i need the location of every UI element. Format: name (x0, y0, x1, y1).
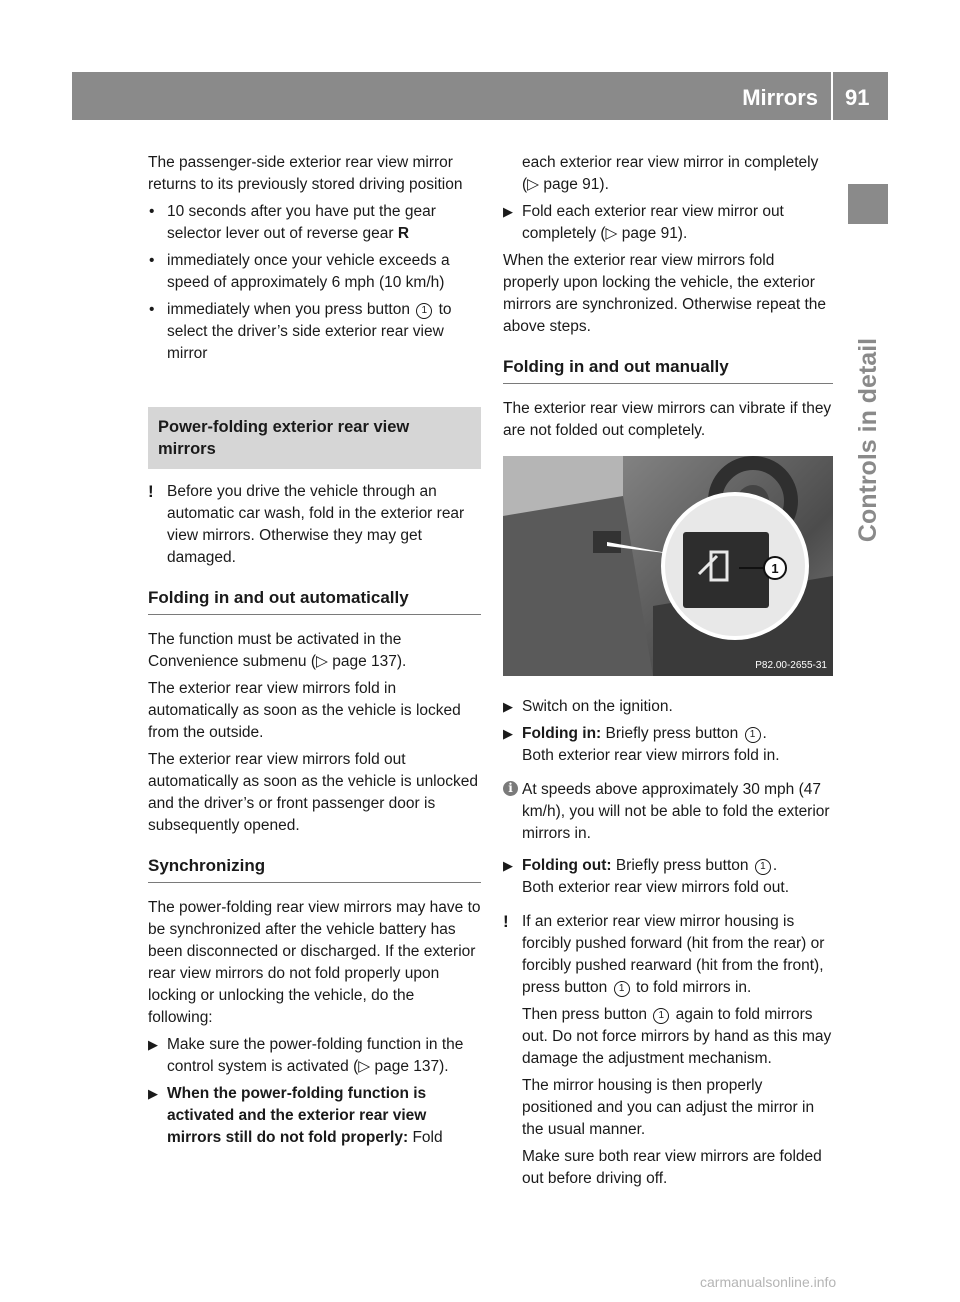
heading-auto: Folding in and out automatically (148, 587, 481, 615)
intro-paragraph: The passenger-side exterior rear view mirror returns to its previously stored driving position (148, 154, 463, 193)
list-item: • 10 seconds after you have put the gear selector lever out of reverse gear R (149, 203, 436, 242)
warning-note: ! Before you drive the vehicle through an automatic car wash, fold in the exterior rear view mirrors. Otherwise they may get damaged. (148, 482, 465, 566)
paragraph: The exterior rear view mirrors fold in automatically as soon as the vehicle is locked from the outside. (148, 680, 461, 741)
header-divider (831, 72, 833, 120)
bullet-icon: • (149, 301, 155, 318)
step-arrow-icon: ▶ (148, 1037, 158, 1052)
list-item: • immediately once your vehicle exceeds a speed of approximately 6 mph (10 km/h) (149, 252, 450, 291)
figure-illustration (503, 456, 833, 676)
left-column (148, 152, 481, 1154)
section-title: Power-folding exterior rear view mirrors (148, 407, 481, 469)
paragraph: The power-folding rear view mirrors may have to be synchronized after the vehicle battery has been disconnected or discharged. If the exterior rear view mirrors do not fold properly upon locking or unlocking the vehicle, do the following: (148, 899, 481, 1026)
header-title: Mirrors (742, 85, 818, 110)
page-number: 91 (845, 85, 870, 110)
callout-1-icon: 1 (416, 303, 432, 319)
callout-number: 1 (771, 561, 779, 576)
step-arrow-icon: ▶ (503, 726, 513, 741)
list-item: • immediately when you press button 1 to select the driver’s side exterior rear view mirror (149, 301, 452, 362)
step-arrow-icon: ▶ (503, 858, 513, 873)
callout-1-icon: 1 (653, 1008, 669, 1024)
step-item: ▶ Make sure the power-folding function in the control system is activated (▷ page 137). (148, 1036, 464, 1075)
paragraph: The exterior rear view mirrors fold out automatically as soon as the vehicle is unlocked and the driver’s or front passenger door is subsequently opened. (148, 751, 478, 834)
right-column (503, 152, 833, 1195)
door-switch-figure (503, 456, 833, 676)
warning-icon: ! (148, 482, 154, 501)
step-arrow-icon: ▶ (503, 699, 513, 714)
gear-letter: R (397, 225, 410, 242)
step-arrow-icon: ▶ (148, 1086, 158, 1101)
heading-sync: Synchronizing (148, 855, 481, 883)
step-arrow-icon: ▶ (503, 204, 513, 219)
side-tab-marker (848, 184, 888, 224)
warning-note: ! If an exterior rear view mirror housing is forcibly pushed forward (hit from the rear) or forcibly pushed rearward (hit from the front), press button 1 to fold mirrors in. Then press button 1 again to fold mirrors out. Do not force mirrors by hand as this may damage the adjustment mechanism. The mirror housing is then properly positioned and you can adjust the mirror in the usual manner. Make sure both rear view mirrors are folded out before driving off. (503, 912, 832, 1187)
info-note: i At speeds above approximately 30 mph (47 km/h), you will not be able to fold the exterior mirrors in. (503, 779, 833, 845)
bullet-icon: • (149, 252, 155, 269)
step-item: ▶ Folding in: Briefly press button 1 . Both exterior rear view mirrors fold in. (503, 725, 780, 764)
step-item: ▶ Switch on the ignition. (503, 696, 833, 718)
step-item: ▶ Fold each exterior rear view mirror out completely (▷ page 91). (503, 203, 784, 242)
footer-watermark: carmanualsonline.info (700, 1274, 837, 1290)
bullet-icon: • (149, 203, 155, 220)
callout-1-icon: 1 (745, 727, 761, 743)
heading-manual: Folding in and out manually (503, 356, 833, 384)
step-item: ▶ When the power-folding function is activated and the exterior rear view mirrors still do not fold properly: Fold (148, 1085, 443, 1146)
paragraph: When the exterior rear view mirrors fold properly upon locking the vehicle, the exterior mirrors are synchronized. Otherwise repeat the above steps. (503, 252, 827, 335)
paragraph: The function must be activated in the Convenience submenu (▷ page 137). (148, 631, 407, 670)
warning-icon: ! (503, 912, 509, 931)
callout-1-icon: 1 (614, 981, 630, 997)
figure-code: P82.00-2655-31 (755, 660, 827, 671)
info-icon: i (503, 781, 518, 796)
side-tab-label: Controls in detail (854, 337, 882, 543)
door-panel-shape (503, 496, 653, 676)
step-item: ▶ Folding out: Briefly press button 1 . Both exterior rear view mirrors fold out. (503, 857, 790, 896)
step-continuation: each exterior rear view mirror in completely (▷ page 91). (522, 154, 819, 193)
callout-1-icon: 1 (755, 859, 771, 875)
paragraph: The exterior rear view mirrors can vibrate if they are not folded out completely. (503, 400, 832, 439)
